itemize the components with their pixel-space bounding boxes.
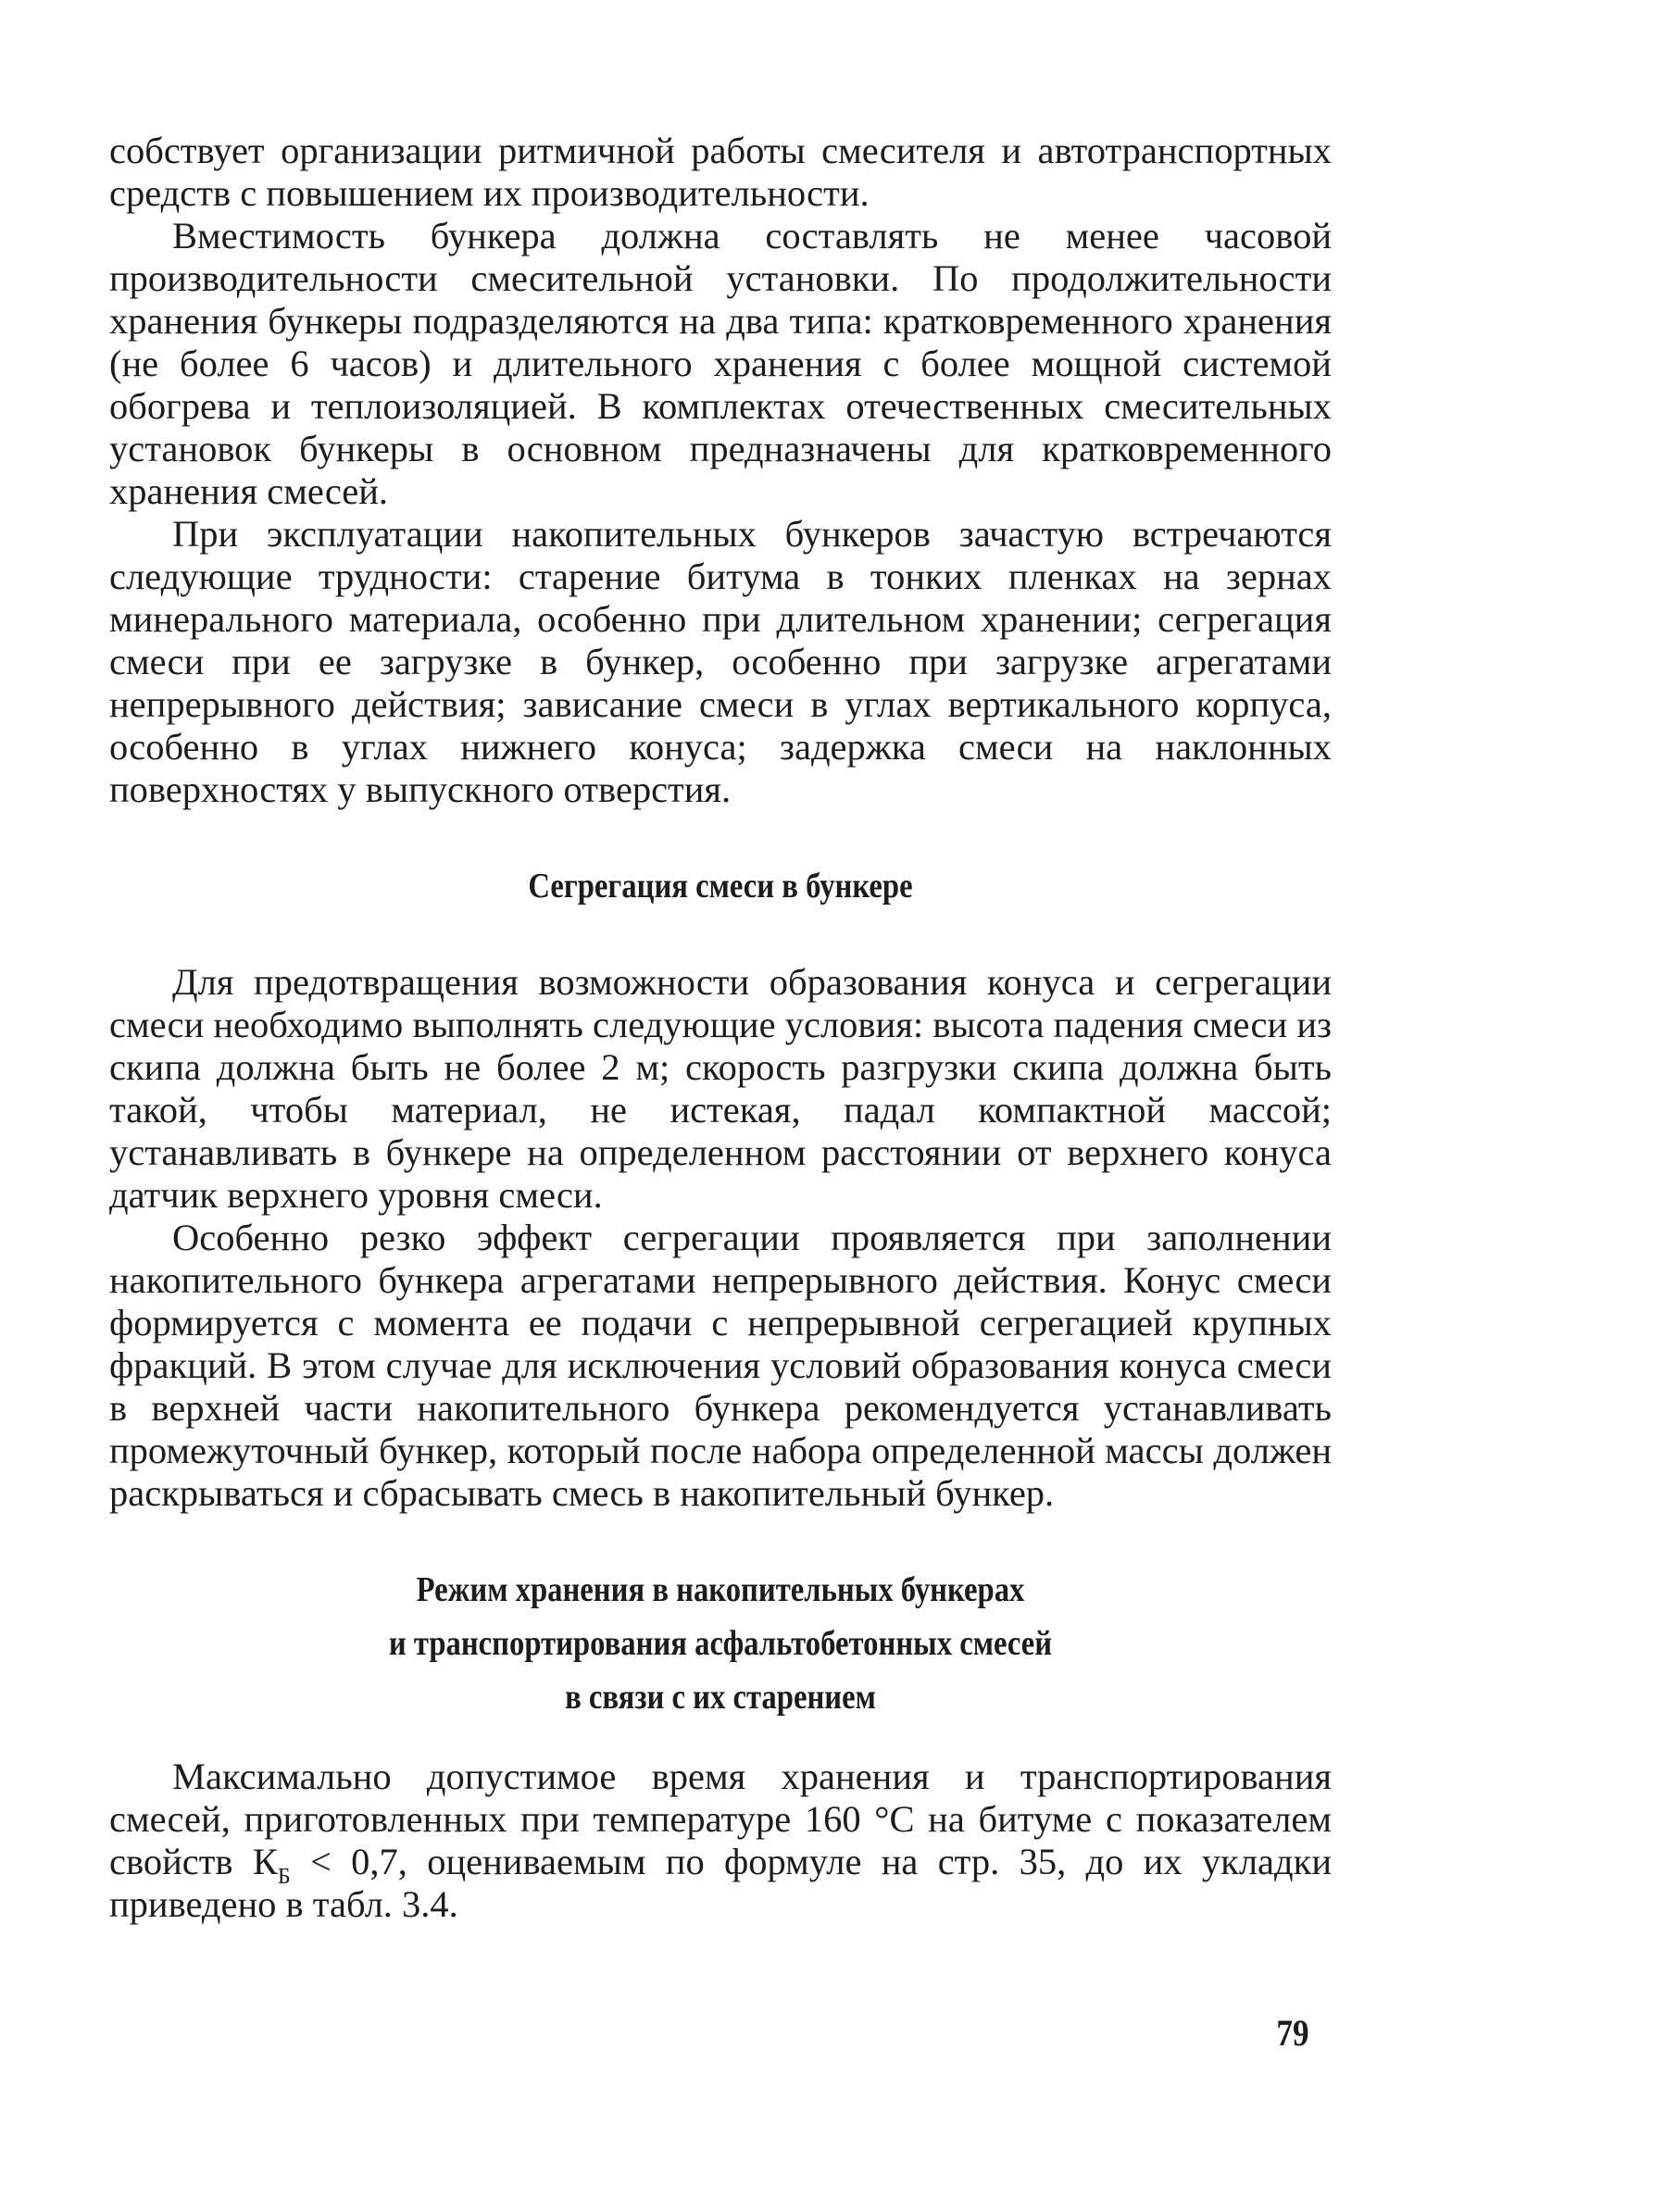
paragraph-segregation-conditions: Для предотвращения возможности образования конуса и сегрегации смеси необходимо выполнять следующие условия: высота падения смеси из скипа должна быть не более 2 м; скорость разгрузки скипа должна быть такой, чтобы материал, не истекая, падал компактной массой; устанавливать в бункере на определенном расстоянии от верхнего конуса датчик верхнего уровня смеси. <box>109 961 1332 1216</box>
section-heading-segregation: Сегрегация смеси в бункере <box>528 867 913 906</box>
paragraph-bunker-capacity: Вместимость бункера должна составлять не менее часовой производительности смесительной установки. По продолжительности хранения бункеры подразделяются на два типа: кратковременного хранения (не более 6 часов) и длительного хранения с более мощной системой обогрева и теплоизоляцией. В комплектах отечественных смесительных установок бункеры в основном предназначены для кратковременного хранения смесей. <box>109 215 1332 512</box>
page-body <box>109 130 1332 1926</box>
heading-line: Режим хранения в накопительных бункерах <box>416 1570 1025 1609</box>
section-heading-storage-mode <box>194 1563 1245 1724</box>
paragraph-continuation: собствует организации ритмичной работы смесителя и автотранспортных средств с повышением их производительности. <box>109 130 1332 214</box>
paragraph-max-storage-time <box>109 1756 1332 1926</box>
subscript-b: Б <box>277 1865 291 1889</box>
heading-line: в связи с их старением <box>565 1678 876 1717</box>
paragraph-text-part: < 0,7, оцениваемым по формуле на стр. 35, до их укладки приведено в табл. 3.4. <box>109 1841 1332 1925</box>
paragraph-text-part: Максимально допустимое время хранения и транспортирования смесей, приготовленных при температуре 160 °С на битуме с показателем свойств К <box>109 1756 1332 1882</box>
page-number: 79 <box>1276 2012 1309 2054</box>
paragraph-operating-difficulties: При эксплуатации накопительных бункеров зачастую встречаются следующие трудности: старение битума в тонких пленках на зернах минерального материала, особенно при длительном хранении; сегрегация смеси при ее загрузке в бункер, особенно при загрузке агрегатами непрерывного действия; зависание смеси в углах вертикального корпуса, особенно в углах нижнего конуса; задержка смеси на наклонных поверхностях у выпускного отверстия. <box>109 513 1332 810</box>
paragraph-segregation-effect: Особенно резко эффект сегрегации проявляется при заполнении накопительного бункера агрегатами непрерывного действия. Конус смеси формируется с момента ее подачи с непрерывной сегрегацией крупных фракций. В этом случае для исключения условий образования конуса смеси в верхней части накопительного бункера рекомендуется устанавливать промежуточный бункер, который после набора определенной массы должен раскрываться и сбрасывать смесь в накопительный бункер. <box>109 1217 1332 1514</box>
heading-line: и транспортирования асфальтобетонных смесей <box>388 1624 1053 1663</box>
